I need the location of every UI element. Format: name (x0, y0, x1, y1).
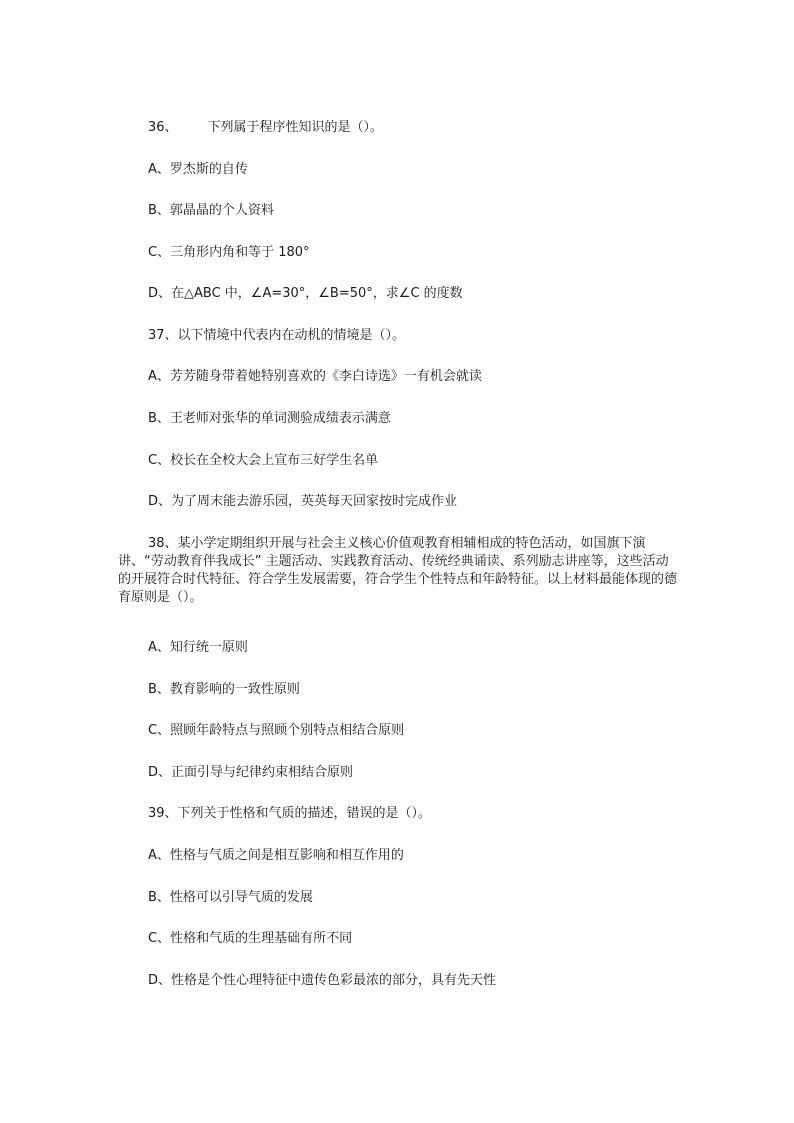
question-36-number: 36、 (148, 120, 178, 135)
question-36-text: 下列属于程序性知识的是（）。 (207, 120, 384, 135)
question-39-stem: 39、下列关于性格和气质的描述，错误的是（）。 (148, 806, 432, 821)
question-38-option-a: A、知行统一原则 (148, 640, 248, 655)
question-36-option-b: B、郭晶晶的个人资料 (148, 203, 274, 218)
question-37-option-c: C、校长在全校大会上宣布三好学生名单 (148, 453, 379, 468)
question-38-option-b: B、教育影响的一致性原则 (148, 682, 300, 697)
question-39-option-d: D、性格是个性心理特征中遗传色彩最浓的部分，具有先天性 (148, 973, 497, 988)
question-38-option-c: C、照顾年龄特点与照顾个别特点相结合原则 (148, 723, 405, 738)
question-37-option-a: A、芳芳随身带着她特别喜欢的《李白诗选》一有机会就读 (148, 369, 482, 384)
question-38-option-d: D、正面引导与纪律约束相结合原则 (148, 765, 354, 780)
question-37-stem: 37、以下情境中代表内在动机的情境是（）。 (148, 328, 406, 343)
question-36-option-c: C、三角形内角和等于 180° (148, 245, 310, 260)
question-37-option-d: D、为了周末能去游乐园，英英每天回家按时完成作业 (148, 494, 458, 509)
question-39-option-c: C、性格和气质的生理基础有所不同 (148, 931, 353, 946)
question-39-option-b: B、性格可以引导气质的发展 (148, 890, 313, 905)
question-36-stem (148, 119, 383, 137)
question-37-option-b: B、王老师对张华的单词测验成绩表示满意 (148, 411, 391, 426)
question-36-option-a: A、罗杰斯的自传 (148, 162, 248, 177)
question-36-option-d: D、在△ABC 中，∠A=30°，∠B=50°，求∠C 的度数 (148, 286, 463, 301)
question-38-stem: 38、某小学定期组织开展与社会主义核心价值观教育相辅相成的特色活动，如国旗下演讲、“劳动教育伴我成长” 主题活动、实践教育活动、传统经典诵读、系列励志讲座等，这些活动的开展符合时代特征、符合学生发展需要，符合学生个性特点和年龄特征。以上材料最能体现的德育原则是（）。 (118, 536, 678, 605)
question-39-option-a: A、性格与气质之间是相互影响和相互作用的 (148, 848, 404, 863)
